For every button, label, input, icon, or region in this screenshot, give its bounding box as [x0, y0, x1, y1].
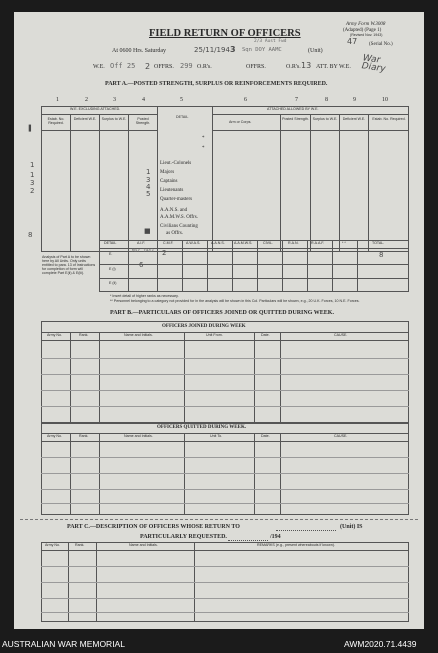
joined-header: Name and Initials.: [124, 333, 153, 337]
handwritten-serial: 47: [347, 37, 358, 46]
offrs-a-label: OFFRS.: [154, 64, 174, 70]
analysis-header: DETAIL: [104, 241, 117, 245]
detail-item: A.A.N.S. and: [160, 208, 188, 213]
analysis-header: R.A.N.: [288, 241, 299, 245]
detail-item: Lieutenants: [160, 188, 184, 193]
hand-value: 1: [30, 161, 35, 169]
detail-item: Captains: [160, 179, 178, 184]
part-a-heading: PART A.—POSTED STRENGTH, SURPLUS OR REINFORCEMENTS REQUIRED.: [105, 81, 328, 87]
analysis-row-label: E.: [109, 252, 113, 256]
footnote-two: ** Personnel belonging to a category not provided for in the analysis will be shown in this Col. Particulars will be shown, e.g., 20 U.K. Forces, 10 N.E. Forces.: [110, 299, 360, 303]
analysis-header: * *: [342, 241, 346, 245]
col-number: 8: [325, 97, 328, 103]
col-number: 6: [244, 97, 247, 103]
analysis-header: C.M.F.: [163, 241, 174, 245]
analysis-header: A.A.M.W.S.: [234, 241, 253, 245]
sub-header: Posted Strength.: [135, 117, 151, 125]
analysis-header: TOTAL.: [372, 241, 385, 245]
group-header-attached: ATTACHED ALLOWED BY W.E.: [267, 107, 319, 111]
detail-item: Quarter-masters: [160, 197, 193, 202]
date-blank: [228, 540, 268, 541]
ors-b-value: 13: [301, 61, 312, 70]
part-c-header: REMARKS (e.g., present whereabouts if known).: [257, 543, 335, 547]
col-number: 3: [113, 97, 116, 103]
joined-header: Date.: [261, 333, 270, 337]
hand-value: 3: [146, 176, 151, 184]
insert-mark: *: [202, 146, 205, 151]
sub-header: Surplus to W.E.: [101, 117, 127, 121]
att-by-we-label: ATT. BY W.E.: [316, 64, 351, 70]
analysis-header: A.A.N.S.: [211, 241, 225, 245]
joined-header: CAUSE.: [334, 333, 348, 337]
sub-header: Estab. No. Required.: [372, 117, 406, 121]
quitted-header: Name and Initials.: [124, 434, 153, 438]
quitted-title: OFFICERS QUITTED DURING WEEK.: [157, 425, 247, 430]
hand-value: 4: [146, 183, 151, 191]
analysis-total: 8: [379, 251, 384, 259]
offrs-b-label: OFFRS.: [246, 64, 266, 70]
hand-value: 1: [30, 171, 35, 179]
return-date: 25/11/194: [194, 46, 230, 54]
analysis-hand-value: 6: [139, 261, 144, 269]
hand-value: 2: [30, 187, 35, 195]
col-number: 1: [56, 97, 59, 103]
col-number: 4: [142, 97, 145, 103]
perforation-line: [20, 519, 418, 520]
footer-credit: AUSTRALIAN WAR MEMORIAL: [2, 639, 125, 649]
sub-header: Posted Strength.: [282, 117, 309, 121]
unit-stamp-top: 2/3 Aust Fwd: [254, 39, 287, 44]
analysis-row-label: E (i): [109, 267, 116, 271]
quitted-header: Army No.: [47, 434, 62, 438]
army-form-revised: (Revised Nov. 1943): [350, 33, 383, 37]
part-c-header: Rank.: [75, 543, 85, 547]
army-form-number: Army Form W.3008: [346, 22, 386, 27]
sub-header: Surplus to W.E.: [312, 117, 338, 121]
joined-header: Rank.: [79, 333, 89, 337]
serial-no-label: (Serial No.): [369, 42, 393, 47]
sub-header: Estab. No. Required.: [47, 117, 65, 125]
analysis-hand-value: 2: [162, 249, 167, 257]
col-number: 2: [85, 97, 88, 103]
army-form-adapted: (Adapted) (Page 1): [343, 28, 382, 33]
handwritten-war-diary: War Diary: [360, 53, 387, 75]
part-c-header: Name and Initials.: [129, 543, 158, 547]
we-label: W.E.: [93, 64, 105, 70]
col-number: 10: [382, 97, 388, 103]
part-b-heading: PART B.—PARTICULARS OF OFFICERS JOINED OR QUITTED DURING WEEK.: [110, 310, 334, 316]
quitted-table: [41, 423, 409, 515]
detail-item: Majors: [160, 170, 175, 175]
part-c-header: Army No.: [45, 543, 60, 547]
joined-header: Unit From.: [206, 333, 223, 337]
joined-title: OFFICERS JOINED DURING WEEK: [162, 324, 246, 329]
group-header-we-excluding: W.E. EXCLUDING ATTACHED.: [70, 107, 121, 111]
hand-value: 3: [30, 179, 35, 187]
hand-mark: ■: [144, 227, 151, 235]
part-a-table: [41, 106, 409, 252]
col-number: 9: [353, 97, 356, 103]
quitted-header: Date.: [261, 434, 270, 438]
sub-header: Deficient W.E.: [73, 117, 97, 121]
ors-a-label: O.R's.: [197, 64, 212, 70]
we-value: Off 25: [110, 62, 136, 70]
analysis-row-label: E (ii): [109, 281, 117, 285]
quitted-header: CAUSE.: [334, 434, 348, 438]
unit-blank: [276, 530, 336, 531]
analysis-hand-date: Mar 1943: [132, 249, 154, 254]
joined-table: [41, 321, 409, 423]
col-number: 5: [180, 97, 183, 103]
detail-header: DETAIL: [176, 115, 189, 119]
analysis-header: CIVIL.: [263, 241, 273, 245]
detail-item: Civilians Counting: [160, 224, 198, 229]
hand-value: 1: [146, 168, 151, 176]
ors-a-value: 299: [180, 62, 193, 70]
return-year: 3: [230, 45, 236, 54]
unit-label: (Unit): [308, 48, 323, 54]
part-c-heading: PART C.—DESCRIPTION OF OFFICERS WHOSE RETURN TO: [67, 524, 240, 530]
detail-item: A.A.M.W.S. Offrs.: [160, 215, 198, 220]
detail-item: as Offrs.: [166, 231, 184, 236]
part-c-requested: PARTICULARLY REQUESTED.: [140, 534, 227, 540]
form-title: FIELD RETURN OF OFFICERS: [149, 28, 301, 39]
sub-header: Arm or Corps.: [229, 120, 252, 124]
part-c-year: /194: [270, 534, 281, 540]
analysis-header: R.A.A.F.: [311, 241, 325, 245]
part-c-unit-label: (Unit) IS: [340, 524, 363, 530]
offrs-a-value: 2: [145, 62, 151, 71]
hand-mark: ❚: [27, 124, 33, 132]
quitted-header: Rank.: [79, 434, 89, 438]
ors-b-label: O.R's.: [286, 64, 301, 70]
detail-item: Lieut.-Colonels: [160, 161, 192, 166]
joined-header: Army No.: [47, 333, 62, 337]
hand-value: 5: [146, 190, 151, 198]
insert-mark: *: [202, 136, 205, 141]
unit-stamp-bottom: Sqn DOY AAMC: [242, 47, 282, 53]
col-number: 7: [295, 97, 298, 103]
analysis-note: Analysis of Part A to be shown here by All Units. Only units entitled to para. 13 of Instructions for completion of form will complete Part E(ii) & E(iii).: [42, 255, 96, 275]
hand-total: 8: [28, 231, 33, 239]
footnote-one: * Insert detail of higher ranks as necessary.: [110, 294, 179, 298]
form-sheet: [14, 12, 424, 629]
return-time-label: At 0600 Hrs. Saturday: [112, 48, 166, 54]
footer-accession-number: AWM2020.71.4439: [344, 639, 417, 649]
analysis-header: A.W.A.S.: [186, 241, 201, 245]
sub-header: Deficient W.E.: [342, 117, 366, 121]
quitted-header: Unit To.: [210, 434, 223, 438]
analysis-header: A.I.F.: [137, 241, 146, 245]
